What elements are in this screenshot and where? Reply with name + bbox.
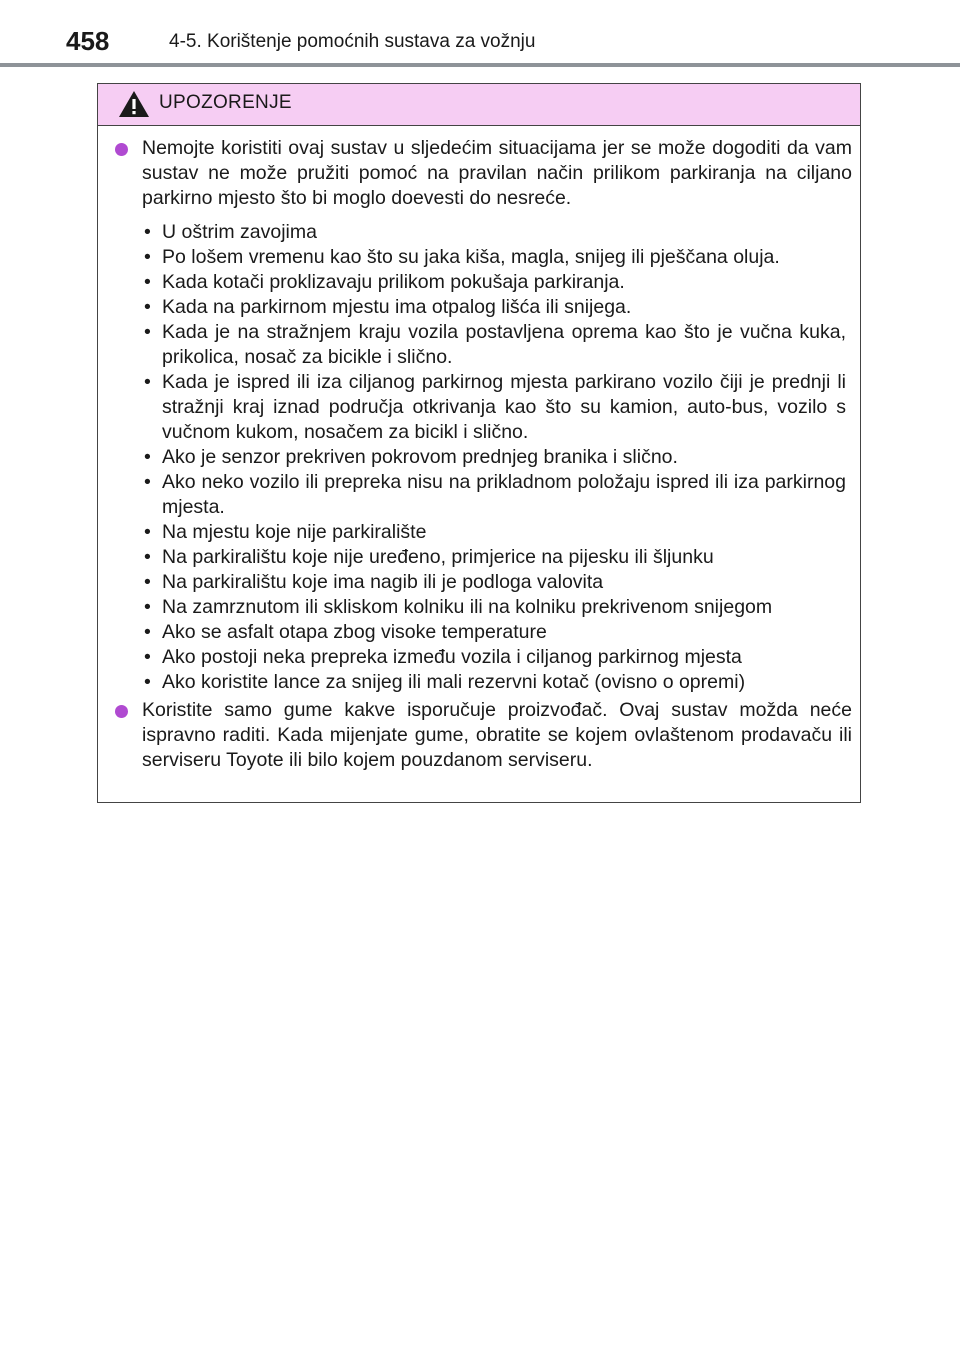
list-item: • Ako neko vozilo ili prepreka nisu na prikladnom položaju ispred ili iza parkirnog mjesta. (144, 471, 846, 518)
bullet-dot-icon (115, 705, 128, 718)
list-item: • Na parkiralištu koje ima nagib ili je podloga valovita (144, 571, 604, 593)
paragraph-text: Koristite samo gume kakve isporučuje proizvođač. Ovaj sustav možda neće ispravno raditi. Kada mijenjate gume, obratite se kojem ovlaštenom prodavaču ili serviseru Toyote ili bilo kojem pouzdanom serviseru. (142, 699, 852, 771)
warning-paragraph (142, 698, 852, 773)
list-item: • Na parkiralištu koje nije uređeno, primjerice na pijesku ili šljunku (144, 546, 714, 568)
list-item: • Ako je senzor prekriven pokrovom prednjeg branika i slično. (144, 446, 678, 468)
warning-body (98, 136, 860, 773)
warning-triangle-icon (118, 90, 150, 118)
list-item: • Na zamrznutom ili skliskom kolniku ili na kolniku prekrivenom snijegom (144, 596, 773, 618)
list-item: • Kada je ispred ili iza ciljanog parkirnog mjesta parkirano vozilo čiji je prednji li stražnji kraj iznad područja otkrivanja kao što su kamion, auto-bus, vozilo s vučnom kukom, nosačem za bicikl i slično. (144, 371, 846, 443)
list-item: • Ako se asfalt otapa zbog visoke temperature (144, 621, 547, 643)
situation-list (98, 220, 860, 695)
page-header (0, 0, 960, 66)
section-title: 4-5. Korištenje pomoćnih sustava za vožnju (169, 31, 536, 52)
warning-title: UPOZORENJE (159, 92, 292, 113)
warning-paragraph (142, 136, 852, 211)
list-item: • U oštrim zavojima (144, 221, 317, 243)
page-number: 458 (66, 26, 110, 56)
list-item: • Kada je na stražnjem kraju vozila postavljena oprema kao što je vučna kuka, prikolica, nosač za bicikle i slično. (144, 321, 846, 368)
list-item: • Ako postoji neka prepreka između vozila i ciljanog parkirnog mjesta (144, 646, 742, 668)
list-item: • Ako koristite lance za snijeg ili mali rezervni kotač (ovisno o opremi) (144, 671, 746, 693)
list-item: • Po lošem vremenu kao što su jaka kiša, magla, snijeg ili pješčana oluja. (144, 246, 780, 268)
warning-header (98, 84, 860, 126)
paragraph-text: Nemojte koristiti ovaj sustav u sljedećim situacijama jer se može dogoditi da vam sustav ne može pružiti pomoć na pravilan način prilikom parkiranja na ciljano parkirno mjesto što bi moglo doevesti do nesreće. (142, 137, 852, 209)
bullet-dot-icon (115, 143, 128, 156)
warning-box (97, 83, 861, 803)
list-item: • Kada kotači proklizavaju prilikom pokušaja parkiranja. (144, 271, 625, 293)
list-item: • Na mjestu koje nije parkiralište (144, 521, 427, 543)
header-divider (0, 63, 960, 67)
list-item: • Kada na parkirnom mjestu ima otpalog lišća ili snijega. (144, 296, 632, 318)
